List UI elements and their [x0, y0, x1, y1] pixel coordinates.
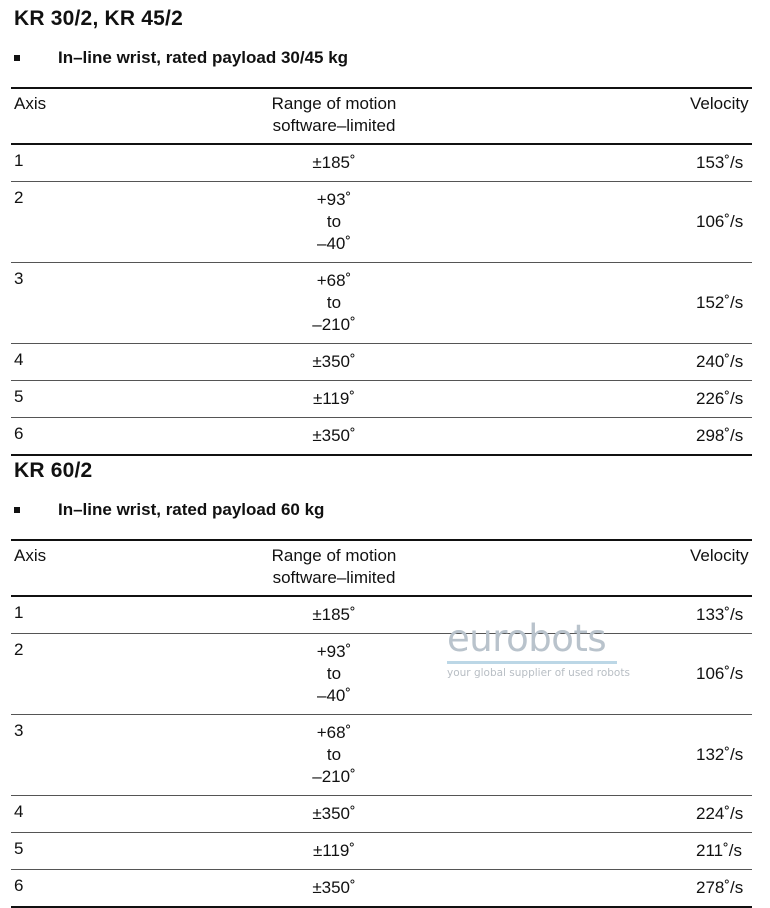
table-row [11, 596, 752, 634]
velocity-value: 106˚/s [696, 664, 744, 683]
watermark-logo: eurobots [447, 617, 607, 660]
velocity-cell [574, 870, 752, 908]
table-row [11, 182, 752, 263]
header-range [94, 88, 574, 144]
velocity-cell [574, 833, 752, 870]
table-row [11, 263, 752, 344]
velocity-cell [574, 715, 752, 796]
section-title: KR 30/2, KR 45/2 [14, 7, 183, 30]
table-row [11, 833, 752, 870]
velocity-value: 298˚/s [696, 426, 744, 445]
axis-table [11, 539, 752, 908]
range-bottom: –210˚ [312, 767, 356, 786]
range-mid: to [326, 212, 342, 231]
range-top: +93˚ [316, 642, 352, 661]
velocity-value: 211˚/s [696, 841, 742, 860]
velocity-value: 278˚/s [696, 878, 744, 897]
header-axis: Axis [14, 546, 47, 565]
range-mid: to [326, 745, 342, 764]
table-row [11, 344, 752, 381]
section-subtitle: In–line wrist, rated payload 60 kg [58, 500, 325, 519]
axis-cell: 3 [14, 721, 24, 740]
table-header-row [11, 540, 752, 596]
range-cell: ±350˚ [312, 352, 356, 371]
bullet-icon [14, 507, 20, 513]
velocity-value: 224˚/s [696, 804, 744, 823]
range-cell: ±350˚ [312, 878, 356, 897]
range-mid: to [326, 293, 342, 312]
range-cell [94, 263, 574, 344]
range-cell [94, 182, 574, 263]
velocity-value: 106˚/s [696, 212, 744, 231]
axis-cell: 5 [14, 387, 24, 406]
velocity-value: 226˚/s [696, 389, 744, 408]
velocity-cell [574, 144, 752, 182]
header-axis: Axis [14, 94, 47, 113]
range-top: +93˚ [316, 190, 352, 209]
bullet-icon [14, 55, 20, 61]
header-range [94, 540, 574, 596]
range-cell: ±185˚ [312, 605, 356, 624]
range-mid: to [326, 664, 342, 683]
table-row [11, 870, 752, 908]
header-velocity-label: Velocity [690, 94, 749, 113]
velocity-cell [574, 796, 752, 833]
table-row [11, 144, 752, 182]
velocity-cell [574, 381, 752, 418]
axis-cell: 2 [14, 640, 24, 659]
header-range-line1: Range of motion [271, 94, 397, 113]
section-subtitle: In–line wrist, rated payload 30/45 kg [58, 48, 349, 67]
table-row [11, 381, 752, 418]
velocity-value: 132˚/s [696, 745, 744, 764]
range-bottom: –40˚ [316, 686, 352, 705]
velocity-value: 152˚/s [696, 293, 744, 312]
range-cell [94, 634, 574, 715]
velocity-value: 133˚/s [696, 605, 744, 624]
axis-cell: 3 [14, 269, 24, 288]
velocity-cell [574, 263, 752, 344]
table-row [11, 796, 752, 833]
header-range-line2: software–limited [272, 568, 396, 587]
range-cell [94, 715, 574, 796]
axis-cell: 6 [14, 876, 24, 895]
section-title: KR 60/2 [14, 459, 93, 482]
table-header-row [11, 88, 752, 144]
range-top: +68˚ [316, 723, 352, 742]
axis-cell: 1 [14, 603, 24, 622]
range-cell: ±350˚ [312, 426, 356, 445]
header-velocity-label: Velocity [690, 546, 749, 565]
velocity-cell [574, 418, 752, 456]
range-top: +68˚ [316, 271, 352, 290]
velocity-value: 153˚/s [696, 153, 744, 172]
velocity-cell [574, 344, 752, 381]
range-cell: ±185˚ [312, 153, 356, 172]
range-bottom: –40˚ [316, 234, 352, 253]
axis-table [11, 87, 752, 456]
header-range-line1: Range of motion [271, 546, 397, 565]
table-row [11, 634, 752, 715]
axis-cell: 6 [14, 424, 24, 443]
axis-cell: 5 [14, 839, 24, 858]
velocity-cell [574, 182, 752, 263]
axis-cell: 2 [14, 188, 24, 207]
range-cell: ±350˚ [312, 804, 356, 823]
header-velocity [574, 88, 752, 144]
range-cell: ±119˚ [312, 389, 356, 408]
range-cell: ±119˚ [312, 841, 356, 860]
axis-cell: 1 [14, 151, 24, 170]
table-row [11, 418, 752, 456]
range-bottom: –210˚ [312, 315, 356, 334]
velocity-cell [574, 634, 752, 715]
velocity-cell [574, 596, 752, 634]
axis-cell: 4 [14, 802, 24, 821]
header-velocity [574, 540, 752, 596]
header-range-line2: software–limited [272, 116, 396, 135]
watermark-tagline: your global supplier of used robots [447, 667, 630, 679]
axis-cell: 4 [14, 350, 24, 369]
table-row [11, 715, 752, 796]
velocity-value: 240˚/s [696, 352, 744, 371]
